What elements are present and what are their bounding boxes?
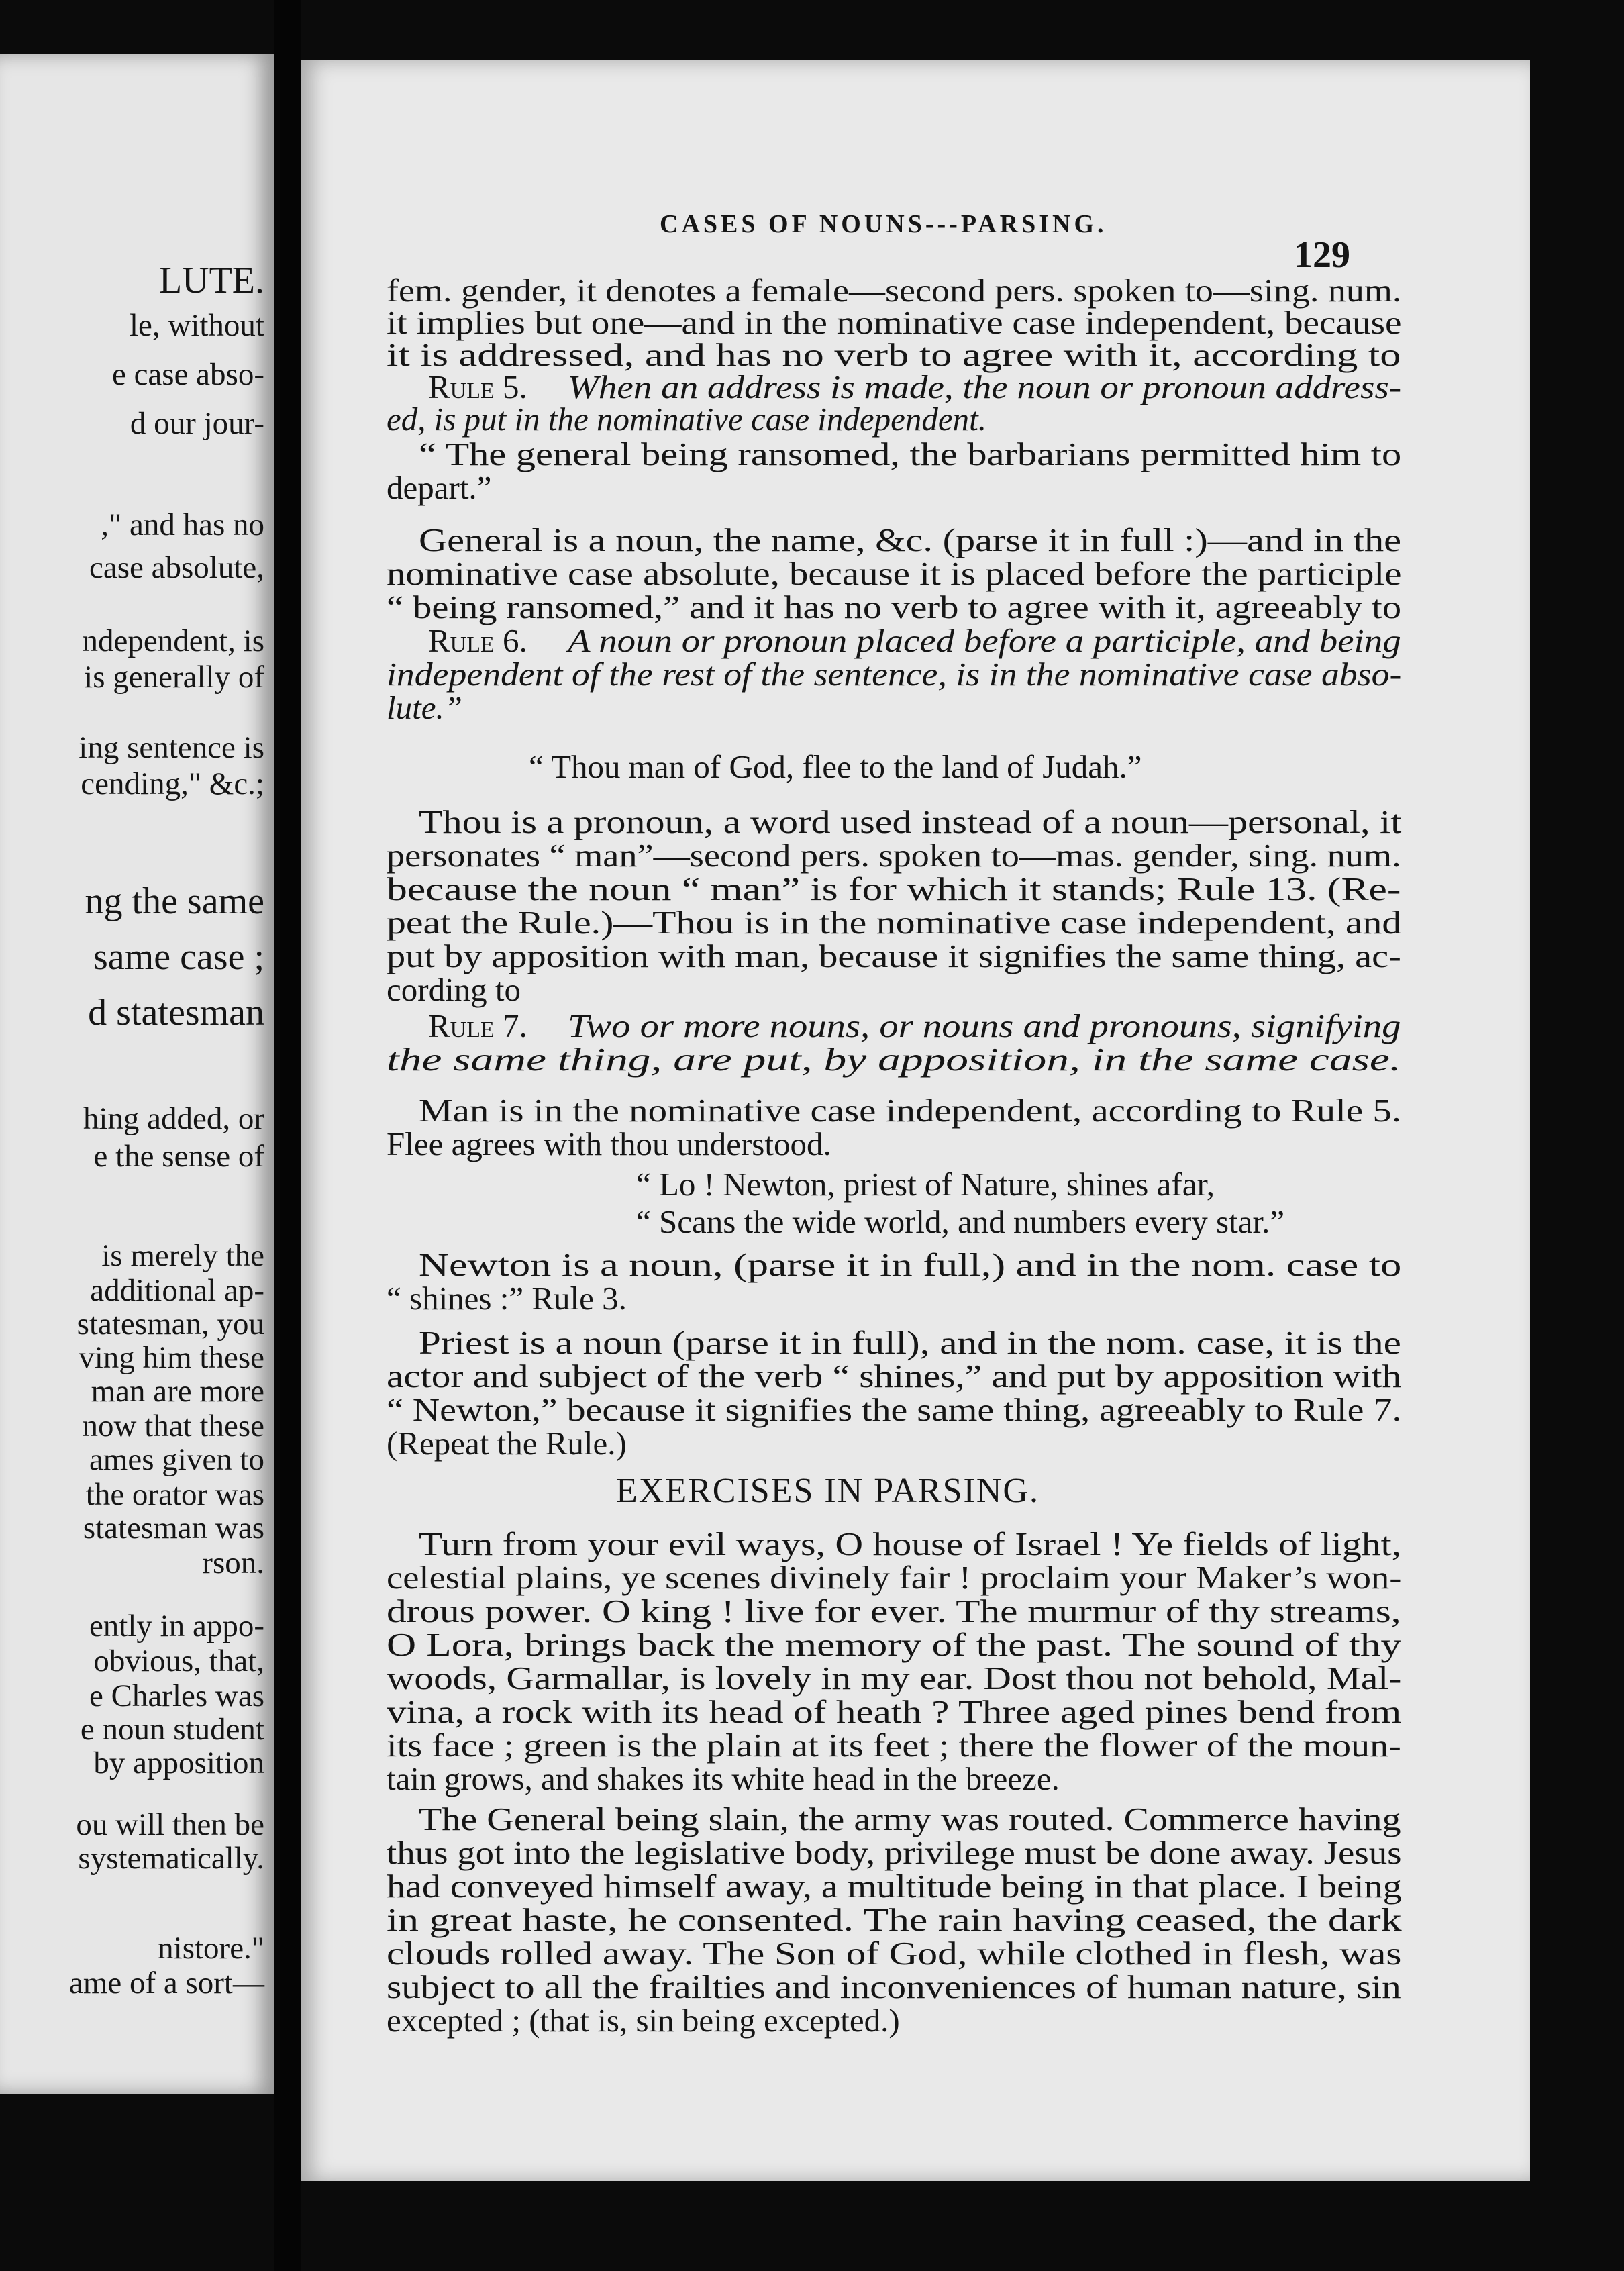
text-line: vina, a rock with its head of heath ? Three aged pines bend from	[387, 1693, 1402, 1730]
left-line: additional ap-	[90, 1273, 264, 1308]
rule-text: the same thing, are put, by apposition, in the same case.	[387, 1041, 1401, 1078]
left-line: rson.	[202, 1546, 264, 1580]
text-line: Flee agrees with thou understood.	[387, 1125, 831, 1162]
quotation: “ Scans the wide world, and numbers every star.”	[636, 1203, 1285, 1240]
left-line: e case abso-	[111, 357, 264, 392]
text-line: thus got into the legislative body, privilege must be done away. Jesus	[387, 1834, 1402, 1871]
left-line: is merely the	[101, 1238, 264, 1273]
left-line: now that these	[82, 1409, 264, 1444]
text-line: depart.”	[387, 469, 492, 506]
left-line: by apposition	[93, 1746, 264, 1780]
text-line: Priest is a noun (parse it in full), and in the nom. case, it is the	[419, 1324, 1401, 1361]
quotation: “ Lo ! Newton, priest of Nature, shines afar,	[636, 1166, 1215, 1203]
text-line: nominative case absolute, because it is placed before the participle	[387, 555, 1402, 592]
text-line: (Repeat the Rule.)	[387, 1425, 627, 1462]
page-number: 129	[1294, 234, 1350, 276]
section-heading: EXERCISES IN PARSING.	[616, 1472, 1039, 1510]
rule-label: Rule 6.	[428, 622, 527, 659]
text-line: drous power. O king ! live for ever. The murmur of thy streams,	[387, 1593, 1401, 1629]
text-line: “ being ransomed,” and it has no verb to agree with it, agreeably to	[387, 589, 1402, 625]
left-line: ames given to	[89, 1442, 264, 1477]
left-line: e noun student	[80, 1712, 264, 1747]
left-line: systematically.	[78, 1841, 264, 1876]
left-line: ndependent, is	[82, 623, 264, 658]
text-line: “ shines :” Rule 3.	[387, 1280, 627, 1317]
left-line: ame of a sort—	[68, 1966, 264, 2001]
text-line: Thou is a pronoun, a word used instead of a noun—personal, it	[419, 803, 1402, 840]
rule-label: Rule 5.	[428, 368, 527, 405]
left-line: ing sentence is	[79, 730, 264, 765]
left-line: ," and has no	[101, 507, 264, 542]
left-line: the orator was	[85, 1477, 264, 1512]
left-line: is generally of	[84, 660, 264, 695]
rule-text: independent of the rest of the sentence, is in the nominative case abso-	[387, 656, 1402, 693]
left-line: ou will then be	[76, 1807, 264, 1842]
text-line: it is addressed, and has no verb to agree with it, according to	[387, 336, 1401, 373]
left-line: ving him these	[79, 1340, 264, 1375]
text-line: Newton is a noun, (parse it in full,) and in the nom. case to	[419, 1246, 1402, 1283]
text-line: because the noun “ man” is for which it stands; Rule 13. (Re-	[387, 870, 1401, 907]
left-line: d statesman	[88, 992, 264, 1033]
left-line: same case ;	[93, 936, 264, 978]
rule-text: lute.”	[387, 689, 462, 726]
text-line: Turn from your evil ways, O house of Israel ! Ye fields of light,	[419, 1525, 1402, 1562]
text-line: in great haste, he consented. The rain having ceased, the dark	[387, 1901, 1402, 1938]
left-line: le, without	[129, 308, 264, 343]
text-line: tain grows, and shakes its white head in the breeze.	[387, 1760, 1060, 1797]
rule-label: Rule 7.	[428, 1007, 527, 1044]
left-line: LUTE.	[158, 260, 264, 301]
left-page-fragment	[0, 54, 274, 2094]
rule-text: A noun or pronoun placed before a participle, and being	[568, 622, 1401, 659]
text-line: O Lora, brings back the memory of the past. The sound of thy	[387, 1626, 1401, 1663]
left-line: man are more	[91, 1374, 264, 1409]
rule-text: Two or more nouns, or nouns and pronouns, signifying	[568, 1007, 1401, 1044]
left-line: hing added, or	[83, 1101, 264, 1136]
text-line: fem. gender, it denotes a female—second pers. spoken to—sing. num.	[387, 272, 1402, 309]
text-line: had conveyed himself away, a multitude being in that place. I being	[387, 1868, 1402, 1905]
left-line: obvious, that,	[93, 1644, 264, 1678]
left-line: cending," &c.;	[81, 766, 264, 801]
left-line: statesman was	[83, 1511, 264, 1546]
text-line: “ The general being ransomed, the barbarians permitted him to	[419, 436, 1402, 472]
text-line: Man is in the nominative case independent, according to Rule 5.	[419, 1092, 1402, 1129]
left-line: d our jour-	[130, 406, 264, 441]
left-line: ently in appo-	[89, 1609, 264, 1644]
text-line: woods, Garmallar, is lovely in my ear. Dost thou not behold, Mal-	[387, 1660, 1402, 1697]
text-line: subject to all the frailties and inconveniences of human nature, sin	[387, 1968, 1401, 2005]
rule-text: When an address is made, the noun or pronoun address-	[568, 368, 1402, 405]
text-line: The General being slain, the army was routed. Commerce having	[419, 1801, 1401, 1837]
left-line: nistore."	[158, 1931, 264, 1966]
text-line: put by apposition with man, because it signifies the same thing, ac-	[387, 938, 1401, 974]
left-line: ng the same	[85, 880, 264, 922]
book-gutter	[274, 0, 301, 2271]
text-line: clouds rolled away. The Son of God, while clothed in flesh, was	[387, 1935, 1402, 1972]
text-line: actor and subject of the verb “ shines,” and put by apposition with	[387, 1358, 1402, 1395]
text-line: “ Newton,” because it signifies the same thing, agreeably to Rule 7.	[387, 1391, 1402, 1428]
text-line: cording to	[387, 971, 521, 1008]
text-line: it implies but one—and in the nominative case independent, because	[387, 304, 1402, 341]
text-line: its face ; green is the plain at its feet ; there the flower of the moun-	[387, 1727, 1401, 1764]
left-line: e the sense of	[93, 1139, 264, 1174]
page-129	[301, 60, 1530, 2181]
text-line: General is a noun, the name, &c. (parse it in full :)—and in the	[419, 521, 1402, 558]
rule-text: ed, is put in the nominative case independent.	[387, 401, 987, 438]
left-line: statesman, you	[77, 1307, 264, 1342]
left-line: case absolute,	[89, 550, 264, 585]
text-line: personates “ man”—second pers. spoken to—mas. gender, sing. num.	[387, 837, 1401, 874]
text-line: peat the Rule.)—Thou is in the nominative case independent, and	[387, 904, 1402, 941]
quotation: “ Thou man of God, flee to the land of Judah.”	[529, 748, 1142, 785]
text-line: excepted ; (that is, sin being excepted.)	[387, 2002, 900, 2039]
text-line: celestial plains, ye scenes divinely fair ! proclaim your Maker’s won-	[387, 1559, 1402, 1596]
left-line: e Charles was	[89, 1678, 264, 1713]
running-head: CASES OF NOUNS---PARSING.	[660, 210, 1107, 238]
